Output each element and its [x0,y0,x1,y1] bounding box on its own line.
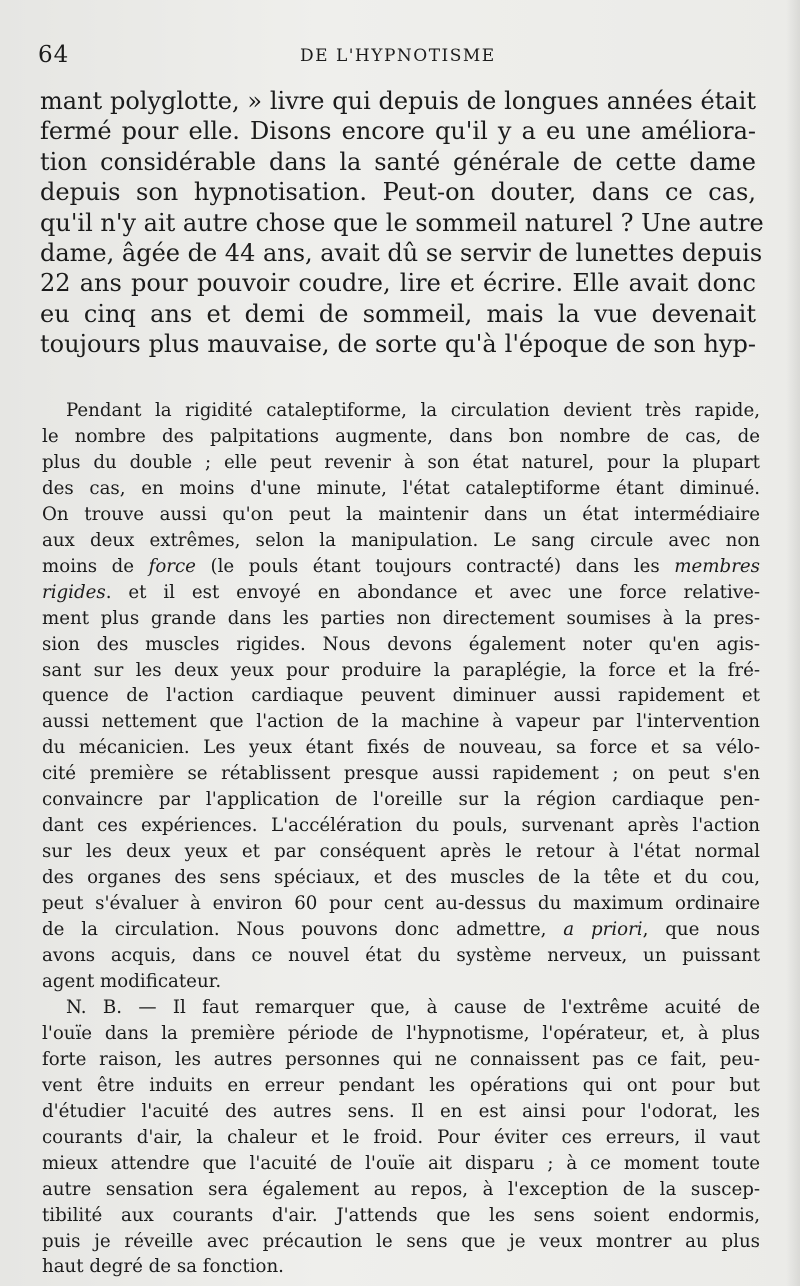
note-line: haut degré de sa fonction. [42,1256,284,1278]
note-line: cité première se rétablissent presque aussi rapidement ; on peut s'en [42,763,760,785]
note-line: peut s'évaluer à environ 60 pour cent au-dessus du maximum ordinaire [42,893,760,915]
note-line: agent modificateur. [42,970,222,992]
note-line: aussi nettement que l'action de la machine à vapeur par l'intervention [42,711,760,733]
note-line: Pendant la rigidité cataleptiforme, la circulation devient très rapide, [66,400,760,421]
footnote-block [42,398,760,1280]
main-text-line: fermé pour elle. Disons encore qu'il y a eu une améliora- [40,117,756,146]
note-line: quence de l'action cardiaque peuvent diminuer aussi rapidement et [42,685,760,707]
note-line: ment plus grande dans les parties non directement soumises à la pres- [42,607,760,629]
note-line: On trouve aussi qu'on peut la maintenir dans un état intermédiaire [42,503,760,525]
note-text: . et il est envoyé en abondance et avec une force relative- [105,581,760,603]
note-line: forte raison, les autres personnes qui ne connaissent pas ce fait, peu- [42,1048,760,1070]
page-number: 64 [38,42,70,68]
note-line: autre sensation sera également au repos, à l'exception de la suscep- [42,1178,760,1200]
main-text-line: dame, âgée de 44 ans, avait dû se servir de lunettes depuis [40,239,763,268]
note-line: tibilité aux courants d'air. J'attends que les sens soient endormis, [42,1204,760,1226]
main-body-text [40,86,764,360]
running-title: DE L'HYPNOTISME [300,46,496,66]
italic-term: force [148,555,196,577]
note-line: vent être induits en erreur pendant les opérations qui ont pour but [42,1074,760,1096]
note-line: sion des muscles rigides. Nous devons également noter qu'en agis- [42,633,760,655]
main-text-line: 22 ans pour pouvoir coudre, lire et écrire. Elle avait donc [40,269,756,298]
note-line: du mécanicien. Les yeux étant fixés de nouveau, sa force et sa vélo- [42,737,760,759]
note-text: (le pouls étant toujours contracté) dans les [195,555,675,577]
main-text-line: mant polyglotte, » livre qui depuis de longues années était [40,87,756,115]
note-line: d'étudier l'acuité des autres sens. Il en est ainsi pour l'odorat, les [42,1100,760,1122]
page-header [38,40,768,70]
note-line: aux deux extrêmes, selon la manipulation. Le sang circule avec non [42,529,760,551]
note-line: dant ces expériences. L'accélération du pouls, survenant après l'action [42,815,760,837]
note-line: mieux attendre que l'acuité de l'ouïe ait disparu ; à ce moment toute [42,1152,760,1174]
note-line: sant sur les deux yeux pour produire la paraplégie, la force et la fré- [42,659,760,681]
note-line: convaincre par l'application de l'oreille sur la région cardiaque pen- [42,789,760,811]
note-line: des cas, en moins d'une minute, l'état cataleptiforme étant diminué. [42,477,760,499]
italic-term: rigides [42,581,106,603]
note-line: avons acquis, dans ce nouvel état du système nerveux, un puissant [42,945,760,967]
note-line: sur les deux yeux et par conséquent après le retour à l'état normal [42,841,760,863]
note-line: plus du double ; elle peut revenir à son état naturel, pour la plupart [42,451,760,473]
note-line [42,917,760,943]
note-text: de la circulation. Nous pouvons donc admettre, [42,919,564,941]
italic-term: membres [674,555,760,577]
note-line-nb: N. B. — Il faut remarquer que, à cause de l'extrême acuité de [66,996,760,1018]
main-text-line: qu'il n'y ait autre chose que le sommeil naturel ? Une autre [40,208,764,237]
note-line: courants d'air, la chaleur et le froid. Pour éviter ces erreurs, il vaut [42,1126,760,1148]
note-text: moins de [42,555,149,577]
page-edge-shadow [786,0,800,1286]
main-text-line: eu cinq ans et demi de sommeil, mais la vue devenait [40,299,756,328]
note-text: , que nous [642,919,760,941]
note-line: des organes des sens spéciaux, et des muscles de la tête et du cou, [42,867,760,889]
note-line: puis je réveille avec précaution le sens que je veux montrer au plus [42,1230,760,1252]
main-text-line: tion considérable dans la santé générale de cette dame [40,147,756,176]
italic-term: a priori [563,919,643,941]
note-line: l'ouïe dans la première période de l'hypnotisme, l'opérateur, et, à plus [42,1022,760,1044]
note-line: le nombre des palpitations augmente, dans bon nombre de cas, de [42,425,760,447]
main-text-line: depuis son hypnotisation. Peut-on douter, dans ce cas, [40,178,756,207]
note-line [42,580,760,606]
note-line [42,554,760,580]
main-text-line: toujours plus mauvaise, de sorte qu'à l'époque de son hyp- [40,330,756,359]
